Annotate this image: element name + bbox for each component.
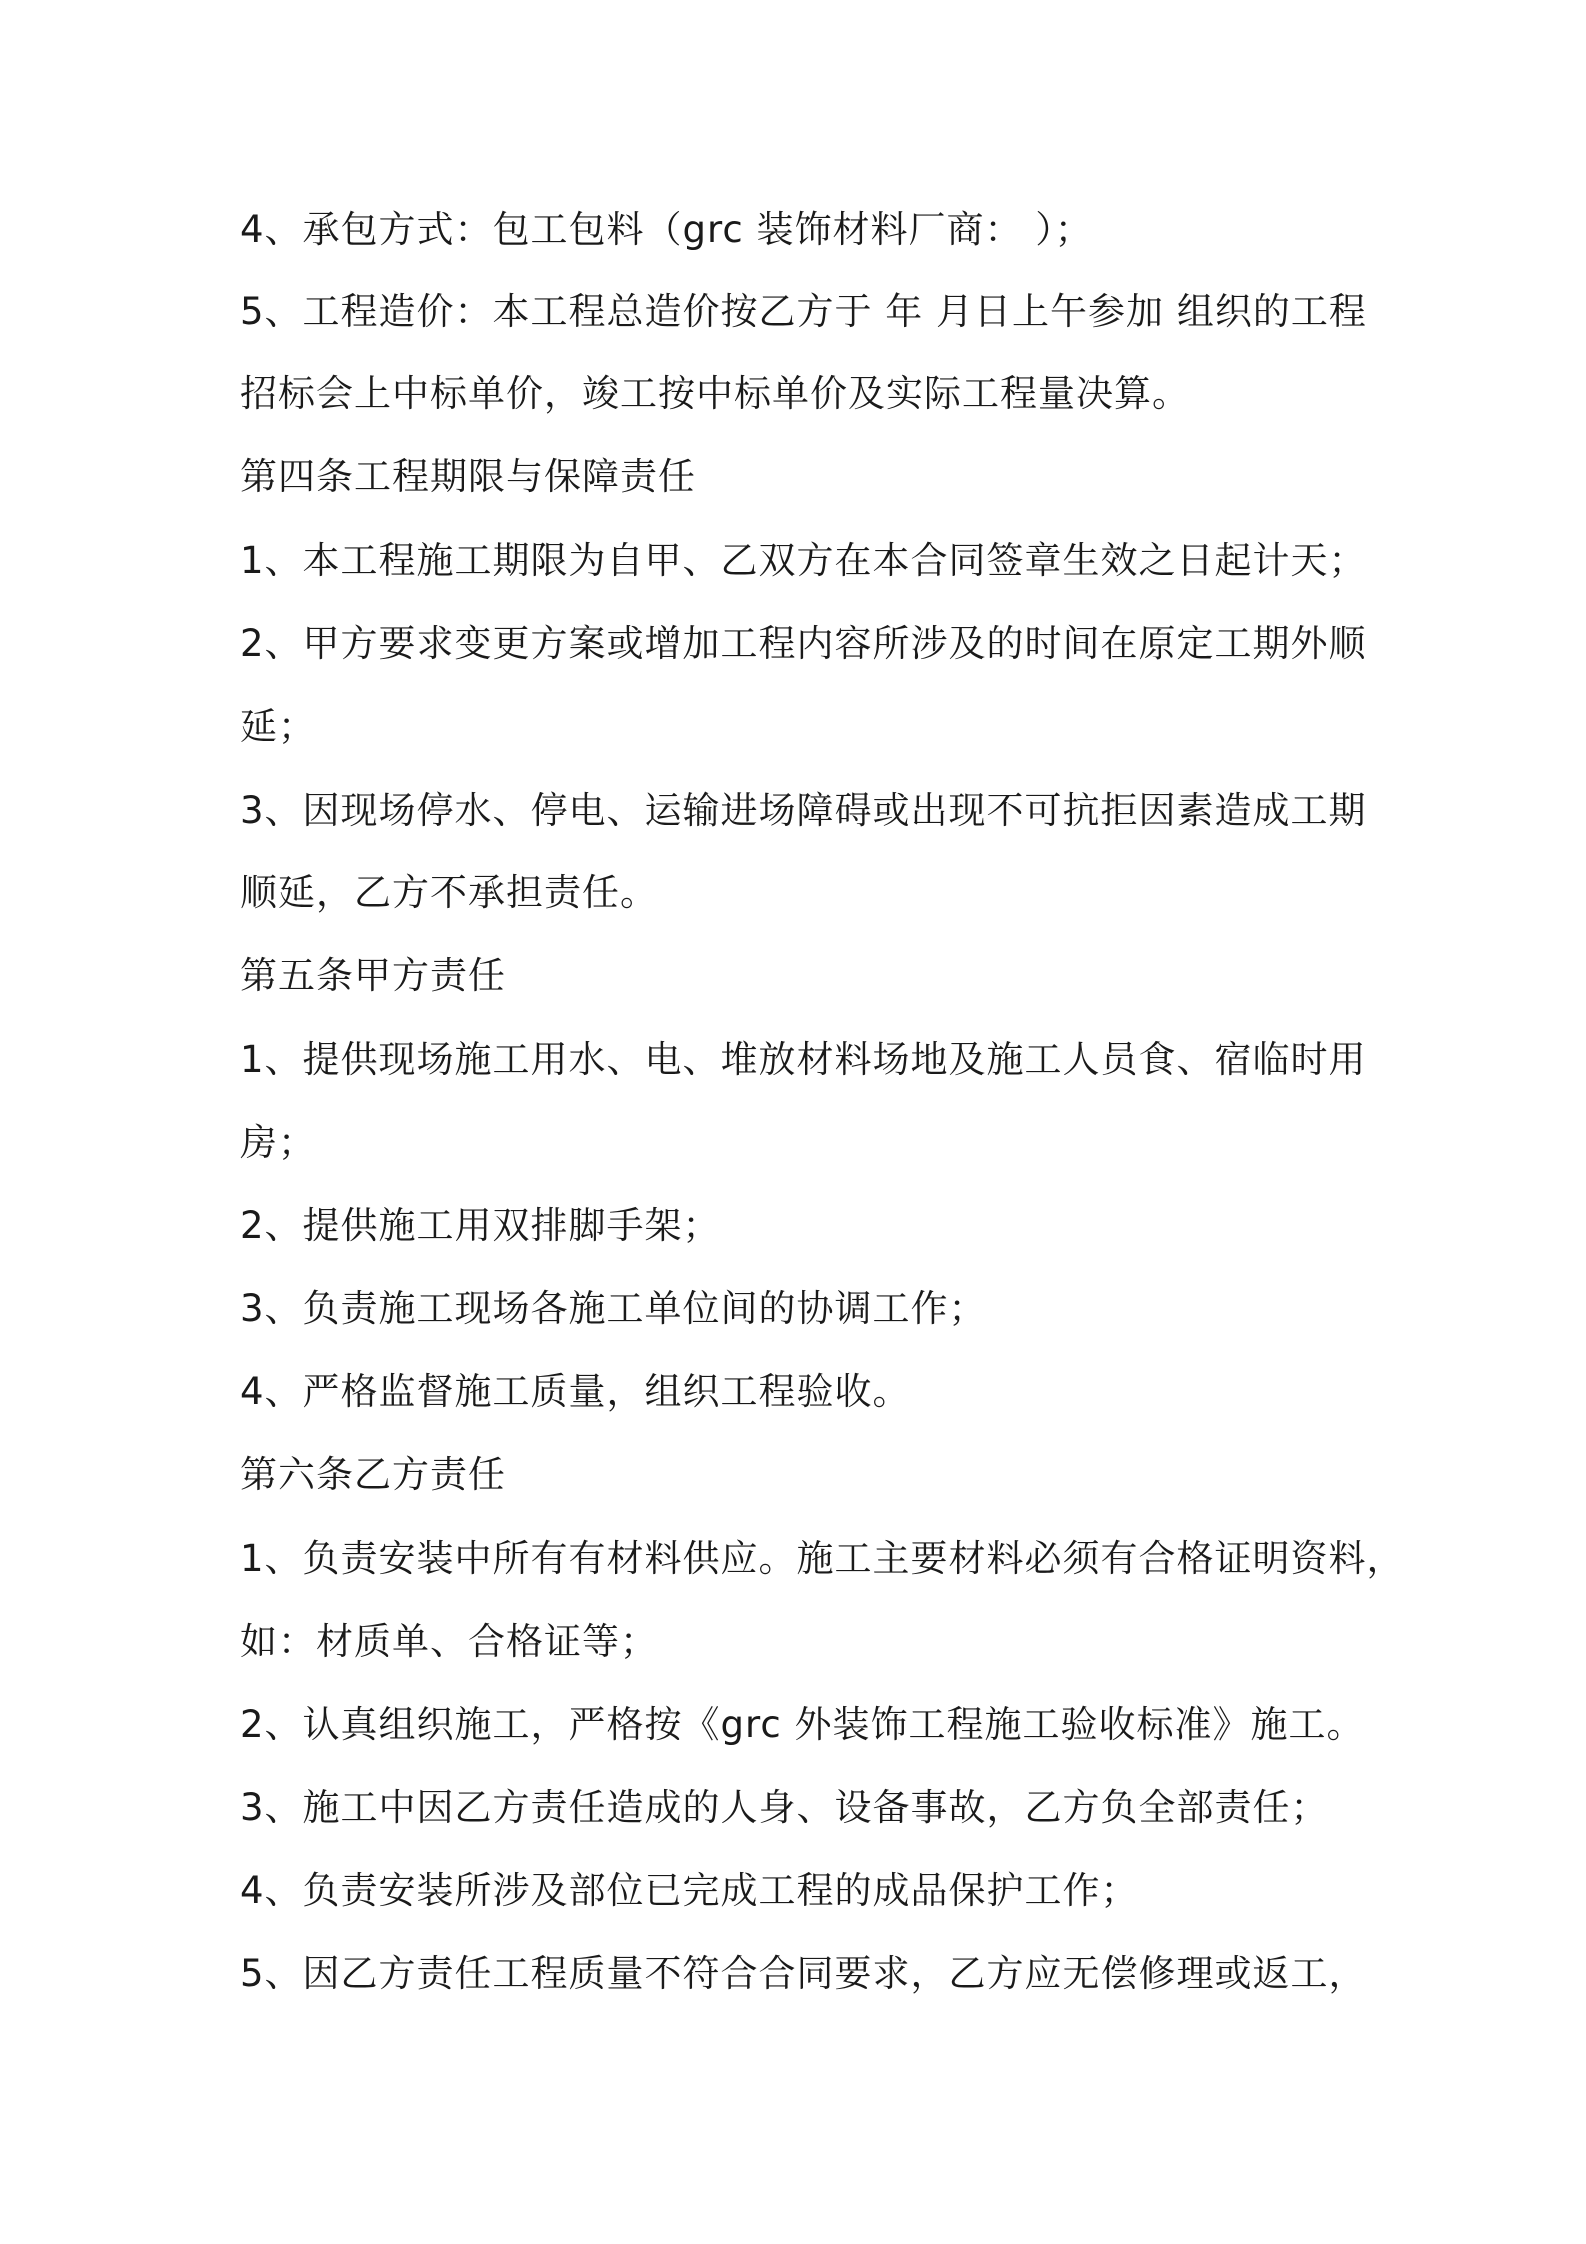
clause-4-contract-method: 4、承包方式：包工包料（grc 装饰材料厂商： ）；	[240, 208, 1093, 251]
clause-5-project-cost: 5、工程造价：本工程总造价按乙方于 年 月日上午参加 组织的工程	[240, 290, 1367, 333]
article-4-item-3: 3、因现场停水、停电、运输进场障碍或出现不可抗拒因素造成工期	[240, 789, 1367, 832]
article-6-item-1-cont: 如：材质单、合格证等；	[240, 1620, 658, 1663]
article-5-item-4: 4、严格监督施工质量，组织工程验收。	[240, 1370, 911, 1413]
clause-5-project-cost-cont: 招标会上中标单价，竣工按中标单价及实际工程量决算。	[240, 372, 1190, 415]
article-6-item-4: 4、负责安装所涉及部位已完成工程的成品保护工作；	[240, 1869, 1139, 1912]
article-4-item-2: 2、甲方要求变更方案或增加工程内容所涉及的时间在原定工期外顺	[240, 622, 1367, 665]
article-6-item-2: 2、认真组织施工，严格按《grc 外装饰工程施工验收标准》施工。	[240, 1703, 1365, 1746]
article-5-heading: 第五条甲方责任	[240, 954, 506, 997]
article-6-item-1: 1、负责安装中所有有材料供应。施工主要材料必须有合格证明资料，	[240, 1537, 1405, 1580]
article-5-item-1-cont: 房；	[240, 1121, 316, 1164]
article-5-item-3: 3、负责施工现场各施工单位间的协调工作；	[240, 1287, 987, 1330]
article-4-item-2-cont: 延；	[240, 705, 316, 748]
article-4-item-1: 1、本工程施工期限为自甲、乙双方在本合同签章生效之日起计天；	[240, 539, 1367, 582]
article-5-item-1: 1、提供现场施工用水、电、堆放材料场地及施工人员食、宿临时用	[240, 1038, 1367, 1081]
article-4-item-3-cont: 顺延，乙方不承担责任。	[240, 871, 658, 914]
article-6-item-3: 3、施工中因乙方责任造成的人身、设备事故，乙方负全部责任；	[240, 1786, 1329, 1829]
article-6-item-5: 5、因乙方责任工程质量不符合合同要求，乙方应无偿修理或返工，	[240, 1952, 1367, 1995]
article-5-item-2: 2、提供施工用双排脚手架；	[240, 1204, 721, 1247]
article-6-heading: 第六条乙方责任	[240, 1453, 506, 1496]
article-4-heading: 第四条工程期限与保障责任	[240, 455, 696, 498]
